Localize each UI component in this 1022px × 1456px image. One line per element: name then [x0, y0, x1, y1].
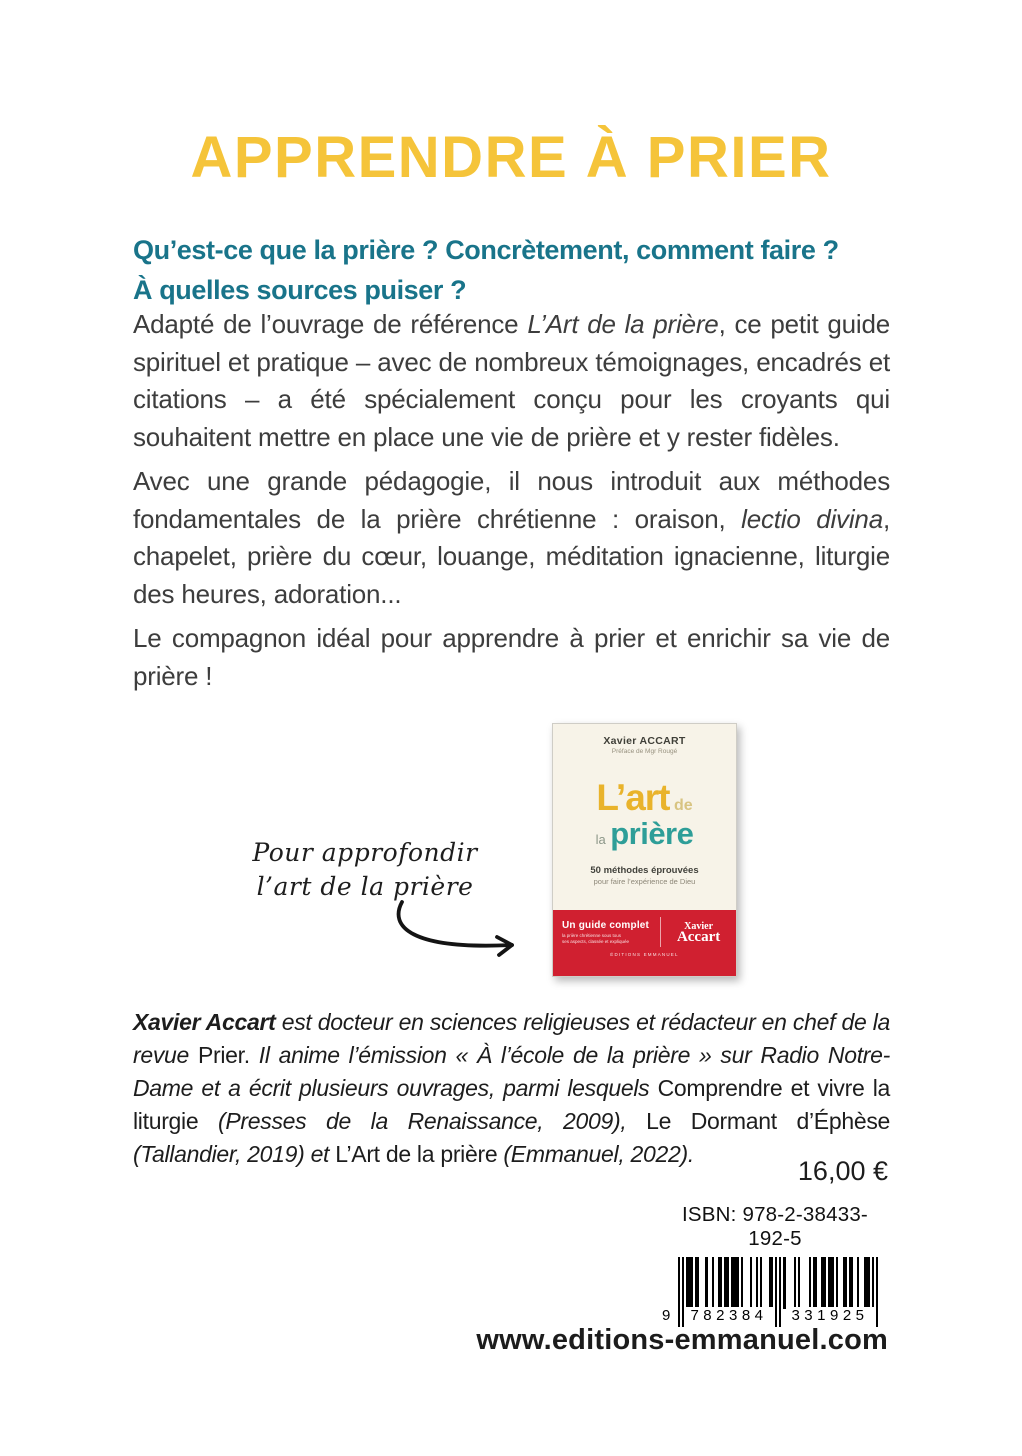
handwritten-note-line-2: l’art de la prière: [256, 872, 474, 901]
paragraph-methods: Avec une grande pédagogie, il nous introduit aux méthodes fondamentales de la prière chrétienne : oraison, lectio divina, chapelet, prière du cœur, louange, méditation ignacienne, liturgie des heures, adoration...: [133, 466, 890, 609]
paragraph-companion: Le compagnon idéal pour apprendre à prier et enrichir sa vie de prière !: [133, 623, 890, 691]
cover-title-art: L’art: [596, 777, 670, 818]
price: 16,00 €: [797, 1156, 888, 1186]
band-divider: [660, 917, 661, 947]
band-publisher: ÉDITIONS EMMANUEL: [610, 952, 679, 957]
barcode-digits-left: 782384: [684, 1307, 774, 1327]
isbn-block: [662, 1203, 888, 1333]
isbn-label: ISBN: 978-2-38433-192-5: [682, 1203, 868, 1250]
cover-title-de: de: [673, 797, 693, 814]
band-small-text: la prière chrétienne sous tous ses aspects, classée et expliquée: [562, 932, 630, 944]
handwritten-note-line-1: Pour approfondir: [252, 838, 478, 867]
ean13-barcode: [662, 1257, 884, 1333]
book-cover-thumbnail: [552, 723, 737, 977]
band-author: Xavier Accart: [676, 921, 721, 945]
lead-line-1: Qu’est-ce que la prière ? Concrètement, comment faire ?: [133, 235, 839, 265]
paragraph-adaptation: Adapté de l’ouvrage de référence L’Art de la prière, ce petit guide spirituel et pratique – avec de nombreux témoignages, encadrés et citations – a été spécialement conçu pour les croyants qui souhaitent mettre en place une vie de prière et y rester fidèles.: [133, 309, 890, 452]
barcode-digit-lead: 9: [662, 1307, 671, 1324]
author-bio: Xavier Accart est docteur en sciences religieuses et rédacteur en chef de la revue Prier. Il anime l’émission « À l’école de la prière » sur Radio Notre-Dame et a écrit plusieurs ouvrages, parmi lesquels Comprendre et vivre la liturgie (Presses de la Renaissance, 2009), Le Dormant d’Éphèse (Tallandier, 2019) et L’Art de la prière (Emmanuel, 2022).: [133, 1009, 891, 1167]
lead-questions: [133, 230, 903, 310]
handwritten-note: [235, 836, 495, 904]
band-heading: Un guide complet: [562, 919, 650, 931]
curved-arrow-icon: [388, 900, 540, 964]
lead-line-2: À quelles sources puiser ?: [133, 275, 467, 305]
barcode-digits-right: 331925: [786, 1307, 874, 1327]
cover-red-band: [553, 910, 736, 976]
cover-title-priere: prière: [610, 816, 694, 851]
publisher-website: www.editions-emmanuel.com: [476, 1324, 888, 1356]
cover-title-line-2: [553, 816, 736, 855]
page-title: APPRENDRE À PRIER: [190, 125, 832, 190]
cover-subtitle-bold: 50 méthodes éprouvées: [590, 865, 699, 876]
cover-preface: Préface de Mgr Rougé: [611, 748, 678, 755]
cover-subtitle-small: pour faire l’expérience de Dieu: [593, 877, 696, 886]
cover-title-la: la: [595, 832, 606, 847]
cover-author: Xavier ACCART: [603, 735, 686, 747]
description-text: [133, 306, 890, 702]
